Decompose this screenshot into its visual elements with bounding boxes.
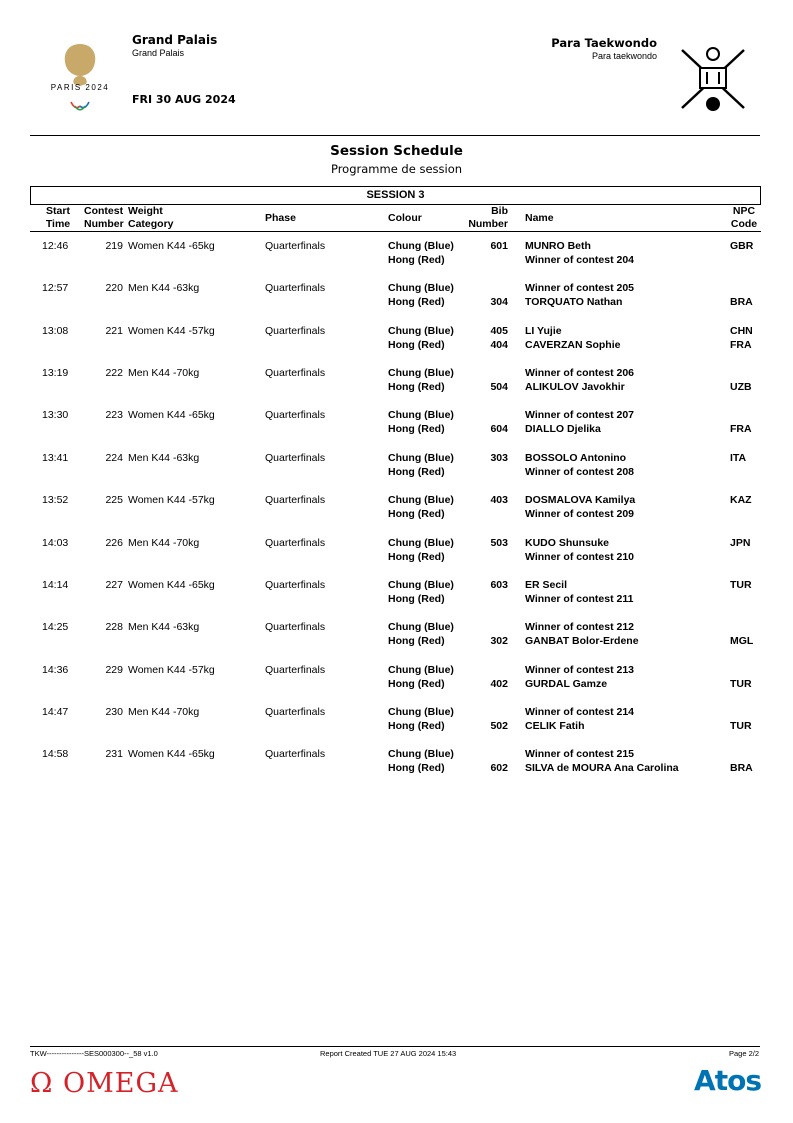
bib-number: 304: [490, 296, 508, 308]
table-row: [0, 408, 793, 448]
weight-category: Women K44 -65kg: [128, 240, 215, 252]
phase: Quarterfinals: [265, 282, 326, 294]
athlete-name: Winner of contest 215: [525, 748, 635, 760]
page-subtitle: Programme de session: [330, 162, 463, 176]
bib-number: 503: [490, 537, 508, 549]
footer-code: TKW---------------SES000300--_58 v1.0: [30, 1049, 158, 1058]
athlete-name: Winner of contest 214: [525, 706, 635, 718]
athlete-name: LI Yujie: [525, 325, 562, 337]
colour-red: Hong (Red): [388, 466, 445, 478]
start-time: 14:25: [42, 621, 69, 633]
col-bib-number: Bib Number: [468, 205, 508, 230]
weight-category: Women K44 -57kg: [128, 494, 215, 506]
table-row: [0, 663, 793, 703]
colour-blue: Chung (Blue): [388, 706, 454, 718]
bib-number: 303: [490, 452, 508, 464]
athlete-name: GANBAT Bolor-Erdene: [525, 635, 639, 647]
colour-red: Hong (Red): [388, 254, 445, 266]
logo-text: PARIS 2024: [50, 83, 110, 92]
start-time: 13:08: [42, 325, 69, 337]
header-divider: [30, 135, 760, 136]
start-time: 14:58: [42, 748, 69, 760]
start-time: 13:19: [42, 367, 69, 379]
table-row: [0, 620, 793, 660]
bib-number: 604: [490, 423, 508, 435]
weight-category: Men K44 -63kg: [128, 452, 200, 464]
npc-code: KAZ: [730, 494, 752, 506]
phase: Quarterfinals: [265, 706, 326, 718]
footer-divider: [30, 1046, 760, 1047]
athlete-name: Winner of contest 209: [525, 508, 635, 520]
athlete-name: Winner of contest 206: [525, 367, 635, 379]
athlete-name: CELIK Fatih: [525, 720, 585, 732]
table-row: [0, 324, 793, 364]
venue-block: [132, 33, 217, 59]
npc-code: BRA: [730, 296, 753, 308]
npc-code: GBR: [730, 240, 754, 252]
npc-code: ITA: [730, 452, 747, 464]
npc-code: JPN: [730, 537, 751, 549]
colour-red: Hong (Red): [388, 339, 445, 351]
athlete-name: Winner of contest 204: [525, 254, 635, 266]
start-time: 14:03: [42, 537, 69, 549]
contest-number: 221: [105, 325, 123, 337]
bib-number: 302: [490, 635, 508, 647]
athlete-name: Winner of contest 205: [525, 282, 635, 294]
page-title: Session Schedule: [330, 143, 463, 159]
colour-blue: Chung (Blue): [388, 325, 454, 337]
colour-red: Hong (Red): [388, 635, 445, 647]
footer-report-created: Report Created TUE 27 AUG 2024 15:43: [320, 1049, 457, 1058]
venue-subtitle: Grand Palais: [132, 48, 185, 58]
phase: Quarterfinals: [265, 240, 326, 252]
npc-code: TUR: [730, 720, 752, 732]
weight-category: Men K44 -63kg: [128, 621, 200, 633]
phase: Quarterfinals: [265, 325, 326, 337]
npc-code: BRA: [730, 762, 753, 774]
phase: Quarterfinals: [265, 409, 326, 421]
bib-number: 404: [490, 339, 508, 351]
weight-category: Women K44 -65kg: [128, 409, 215, 421]
weight-category: Women K44 -65kg: [128, 579, 215, 591]
colour-blue: Chung (Blue): [388, 409, 454, 421]
start-time: 13:41: [42, 452, 69, 464]
bib-number: 602: [490, 762, 508, 774]
athlete-name: GURDAL Gamze: [525, 678, 608, 690]
col-npc-code: NPC Code: [730, 205, 758, 230]
contest-number: 220: [105, 282, 123, 294]
para-taekwondo-pictogram: [680, 46, 746, 112]
table-row: [0, 747, 793, 787]
phase: Quarterfinals: [265, 452, 326, 464]
athlete-name: KUDO Shunsuke: [525, 537, 610, 549]
table-row: [0, 536, 793, 576]
start-time: 13:30: [42, 409, 69, 421]
contest-number: 231: [105, 748, 123, 760]
colour-blue: Chung (Blue): [388, 748, 454, 760]
col-weight-category: Weight Category: [128, 205, 174, 230]
start-time: 14:14: [42, 579, 69, 591]
phase: Quarterfinals: [265, 537, 326, 549]
colour-red: Hong (Red): [388, 593, 445, 605]
athlete-name: ALIKULOV Javokhir: [525, 381, 625, 393]
sport-title: Para Taekwondo: [551, 36, 657, 50]
col-colour: Colour: [388, 212, 422, 224]
colour-red: Hong (Red): [388, 762, 445, 774]
sport-subtitle: Para taekwondo: [591, 51, 657, 61]
start-time: 14:47: [42, 706, 69, 718]
npc-code: UZB: [730, 381, 752, 393]
athlete-name: MUNRO Beth: [525, 240, 591, 252]
npc-code: CHN: [730, 325, 753, 337]
colour-blue: Chung (Blue): [388, 664, 454, 676]
athlete-name: SILVA de MOURA Ana Carolina: [525, 762, 679, 774]
weight-category: Women K44 -57kg: [128, 664, 215, 676]
start-time: 12:46: [42, 240, 69, 252]
athlete-name: DIALLO Djelika: [525, 423, 601, 435]
colour-blue: Chung (Blue): [388, 367, 454, 379]
table-header-bottom-rule: [30, 231, 761, 232]
npc-code: TUR: [730, 678, 752, 690]
colour-red: Hong (Red): [388, 381, 445, 393]
event-date: FRI 30 AUG 2024: [132, 93, 236, 106]
contest-number: 229: [105, 664, 123, 676]
contest-number: 227: [105, 579, 123, 591]
phase: Quarterfinals: [265, 664, 326, 676]
colour-red: Hong (Red): [388, 720, 445, 732]
bib-number: 403: [490, 494, 508, 506]
weight-category: Men K44 -70kg: [128, 706, 200, 718]
table-row: [0, 493, 793, 533]
table-row: [0, 239, 793, 279]
contest-number: 222: [105, 367, 123, 379]
athlete-name: DOSMALOVA Kamilya: [525, 494, 636, 506]
athlete-name: Winner of contest 213: [525, 664, 635, 676]
contest-number: 225: [105, 494, 123, 506]
sport-block: [551, 36, 657, 62]
athlete-name: Winner of contest 208: [525, 466, 635, 478]
table-row: [0, 705, 793, 745]
athlete-name: ER Secil: [525, 579, 568, 591]
colour-blue: Chung (Blue): [388, 452, 454, 464]
col-contest-number: Contest Number: [84, 205, 124, 230]
col-name: Name: [525, 212, 554, 224]
weight-category: Men K44 -70kg: [128, 537, 200, 549]
table-row: [0, 451, 793, 491]
colour-red: Hong (Red): [388, 423, 445, 435]
athlete-name: TORQUATO Nathan: [525, 296, 623, 308]
phase: Quarterfinals: [265, 367, 326, 379]
phase: Quarterfinals: [265, 579, 326, 591]
phase: Quarterfinals: [265, 748, 326, 760]
athlete-name: Winner of contest 207: [525, 409, 635, 421]
col-start-time: Start Time: [45, 205, 71, 230]
col-phase: Phase: [265, 212, 296, 224]
contest-number: 230: [105, 706, 123, 718]
colour-red: Hong (Red): [388, 678, 445, 690]
colour-red: Hong (Red): [388, 551, 445, 563]
bib-number: 402: [490, 678, 508, 690]
colour-blue: Chung (Blue): [388, 282, 454, 294]
athlete-name: Winner of contest 211: [525, 593, 634, 605]
contest-number: 226: [105, 537, 123, 549]
phase: Quarterfinals: [265, 494, 326, 506]
weight-category: Women K44 -57kg: [128, 325, 215, 337]
weight-category: Men K44 -70kg: [128, 367, 200, 379]
bib-number: 405: [490, 325, 508, 337]
start-time: 12:57: [42, 282, 69, 294]
contest-number: 228: [105, 621, 123, 633]
atos-logo: Atos: [694, 1064, 761, 1097]
npc-code: FRA: [730, 423, 752, 435]
weight-category: Men K44 -63kg: [128, 282, 200, 294]
contest-number: 219: [105, 240, 123, 252]
bib-number: 502: [490, 720, 508, 732]
weight-category: Women K44 -65kg: [128, 748, 215, 760]
colour-blue: Chung (Blue): [388, 579, 454, 591]
start-time: 14:36: [42, 664, 69, 676]
table-row: [0, 366, 793, 406]
athlete-name: BOSSOLO Antonino: [525, 452, 627, 464]
colour-blue: Chung (Blue): [388, 537, 454, 549]
npc-code: TUR: [730, 579, 752, 591]
colour-red: Hong (Red): [388, 296, 445, 308]
athlete-name: CAVERZAN Sophie: [525, 339, 621, 351]
npc-code: FRA: [730, 339, 752, 351]
colour-blue: Chung (Blue): [388, 494, 454, 506]
venue-title: Grand Palais: [132, 33, 218, 47]
athlete-name: Winner of contest 210: [525, 551, 635, 563]
colour-blue: Chung (Blue): [388, 240, 454, 252]
session-label: SESSION 3: [30, 186, 761, 204]
start-time: 13:52: [42, 494, 69, 506]
npc-code: MGL: [730, 635, 754, 647]
bib-number: 601: [490, 240, 508, 252]
table-row: [0, 281, 793, 321]
athlete-name: Winner of contest 212: [525, 621, 635, 633]
table-row: [0, 578, 793, 618]
bib-number: 504: [490, 381, 508, 393]
contest-number: 223: [105, 409, 123, 421]
bib-number: 603: [490, 579, 508, 591]
paris-2024-paralympic-logo: [44, 36, 116, 114]
contest-number: 224: [105, 452, 123, 464]
phase: Quarterfinals: [265, 621, 326, 633]
footer-page-number: Page 2/2: [728, 1049, 759, 1058]
colour-blue: Chung (Blue): [388, 621, 454, 633]
omega-logo: Ω OMEGA: [30, 1068, 179, 1099]
colour-red: Hong (Red): [388, 508, 445, 520]
